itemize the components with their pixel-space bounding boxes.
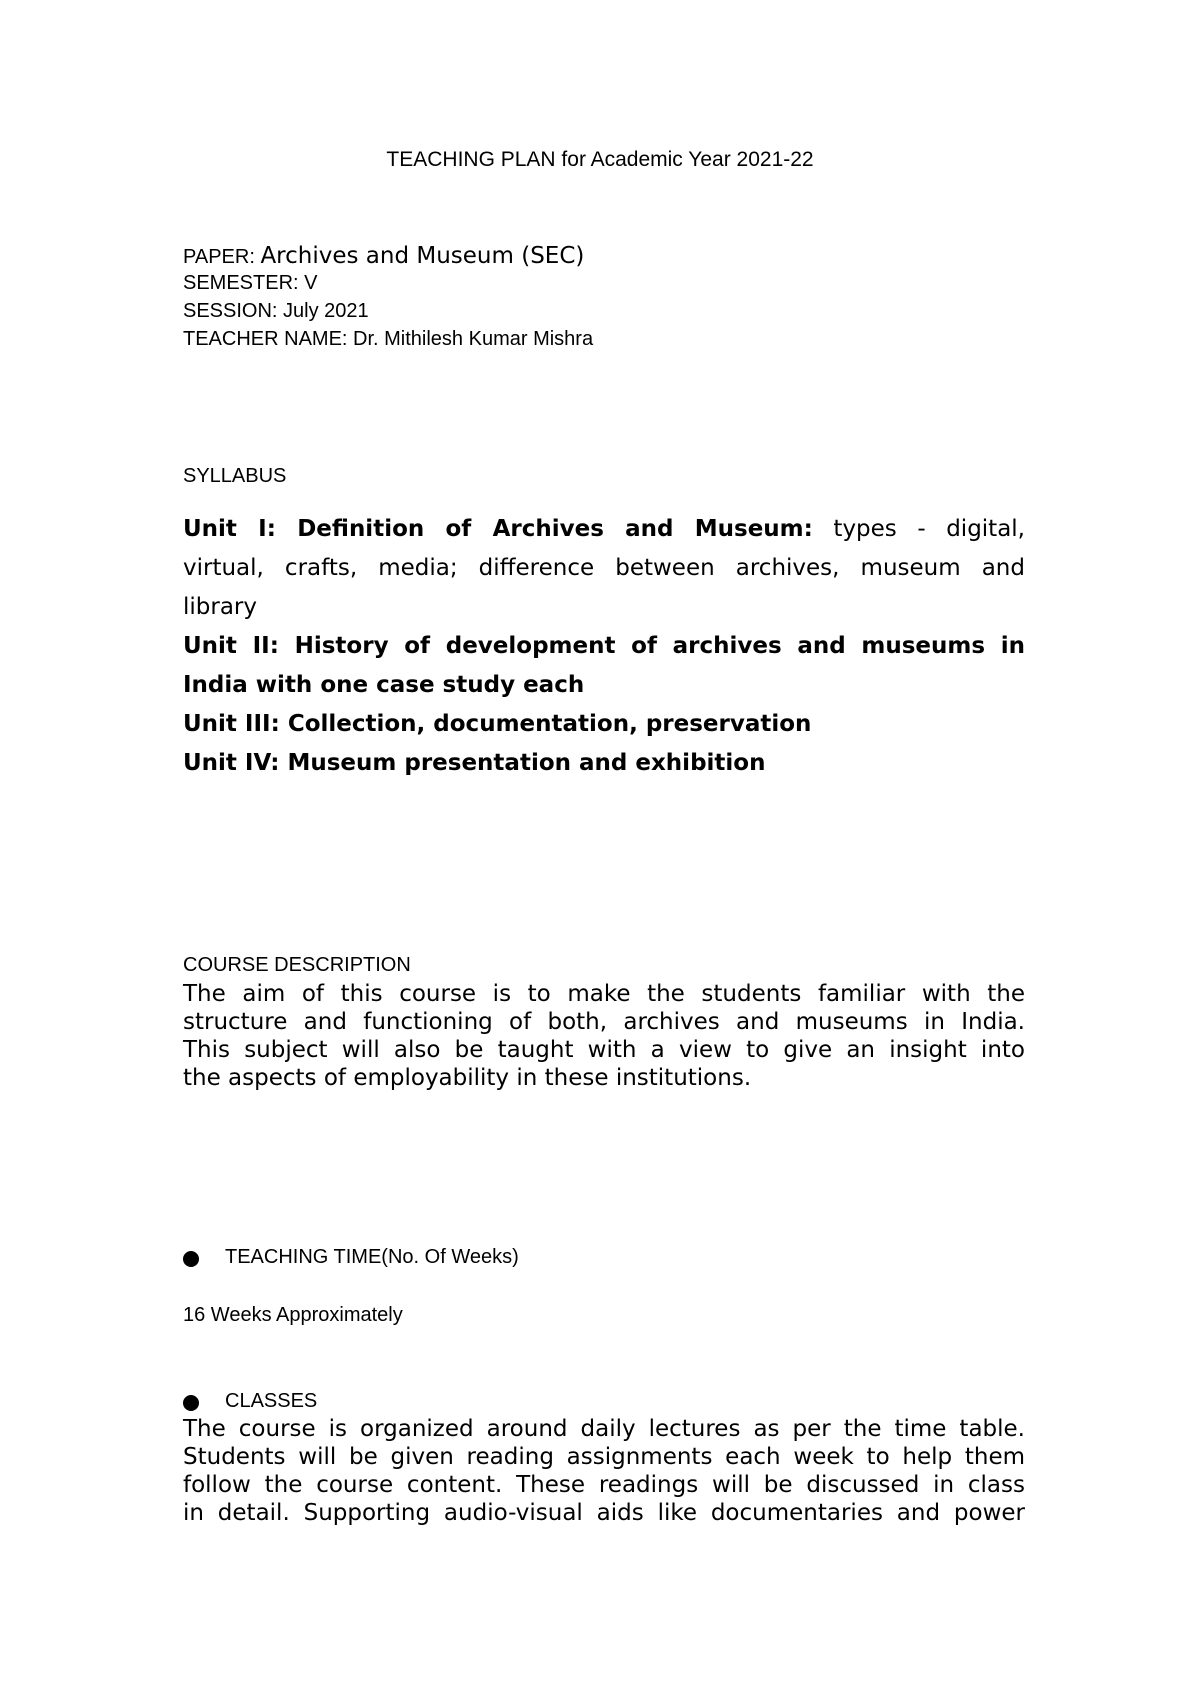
semester-line: SEMESTER: V — [183, 272, 318, 294]
teacher-line: TEACHER NAME: Dr. Mithilesh Kumar Mishra — [183, 328, 594, 350]
session-line: SESSION: July 2021 — [183, 300, 369, 322]
unit-3-line: Unit III: Collection, documentation, preservation — [183, 711, 812, 737]
unit-2-line-2: India with one case study each — [183, 672, 585, 698]
course-description-line-3: This subject will also be taught with a view to give an insight into — [183, 1037, 1025, 1063]
paper-line — [183, 243, 584, 269]
unit-1-title: Unit I: Definition of Archives and Museum: — [183, 516, 813, 542]
unit-2-line-1: Unit II: History of development of archives and museums in — [183, 633, 1025, 659]
unit-4-line: Unit IV: Museum presentation and exhibition — [183, 750, 766, 776]
bullet-icon — [183, 1395, 199, 1411]
classes-line-2: Students will be given reading assignments each week to help them — [183, 1444, 1025, 1470]
classes-heading: CLASSES — [225, 1390, 318, 1412]
bullet-icon — [183, 1251, 199, 1267]
paper-name: Archives and Museum (SEC) — [260, 243, 585, 269]
unit-1-line-1 — [183, 508, 1025, 550]
classes-line-3: follow the course content. These readings will be discussed in class — [183, 1472, 1025, 1498]
classes-line-4: in detail. Supporting audio-visual aids like documentaries and power — [183, 1500, 1025, 1526]
course-description-line-4: the aspects of employability in these institutions. — [183, 1065, 752, 1091]
teaching-time-value: 16 Weeks Approximately — [183, 1304, 403, 1326]
course-description-line-2: structure and functioning of both, archives and museums in India. — [183, 1009, 1025, 1035]
unit-1-line-2: virtual, crafts, media; difference between archives, museum and — [183, 555, 1025, 581]
syllabus-heading: SYLLABUS — [183, 465, 287, 487]
page-title: TEACHING PLAN for Academic Year 2021-22 — [386, 148, 814, 171]
classes-line-1: The course is organized around daily lectures as per the time table. — [183, 1416, 1025, 1442]
course-description-line-1: The aim of this course is to make the students familiar with the — [183, 981, 1025, 1007]
course-description-heading: COURSE DESCRIPTION — [183, 954, 411, 976]
unit-1-line-3: library — [183, 594, 257, 620]
paper-label: PAPER: — [183, 246, 255, 268]
teaching-time-heading: TEACHING TIME(No. Of Weeks) — [225, 1246, 519, 1268]
unit-1-types: types - digital, — [812, 516, 1025, 542]
